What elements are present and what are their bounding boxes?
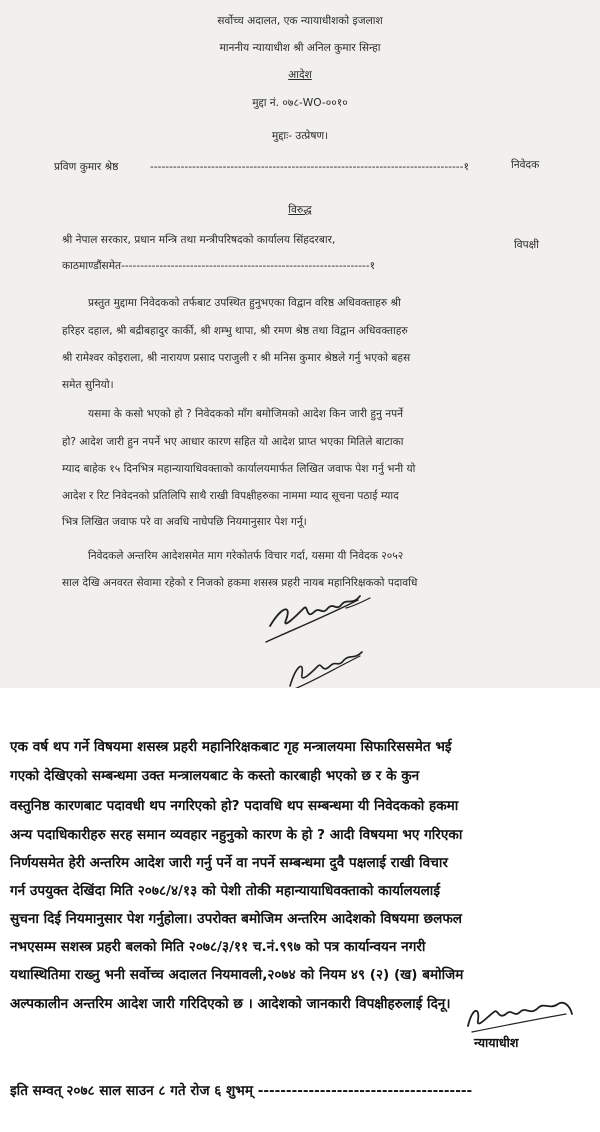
- case-subject: मुद्दाः- उत्प्रेषण।: [271, 130, 329, 142]
- paragraph-line: वस्तुनिष्ठ कारणबाट पदावधी थप नगरिएको हो? पदावधि थप सम्बन्धमा यी निवेदकको हकमा: [10, 798, 459, 814]
- paragraph-line: हो? आदेश जारी हुन नपर्ने भए आधार कारण सहित यो आदेश प्राप्त भएका मितिले बाटाका: [62, 436, 404, 448]
- paragraph-line: हरिहर दहाल, श्री बद्रीबहादुर कार्की, श्री शम्भु थापा, श्री रमण श्रेष्ठ तथा विद्वान अधिवक्ताहरु: [62, 325, 408, 337]
- signer-title: न्यायाधीश: [474, 1035, 519, 1050]
- signature-icon: [282, 646, 372, 694]
- closing-line: इति सम्वत् २०७८ साल साउन ८ गते रोज ६ शुभम् --------------------------------------: [10, 1083, 473, 1099]
- case-number: मुद्दा नं. ०७८-WO-००१०: [252, 97, 348, 109]
- paragraph-line: एक वर्ष थप गर्ने विषयमा शसस्त्र प्रहरी महानिरिक्षकबाट गृह मन्त्रालयमा सिफारिससमेत भई: [10, 739, 452, 755]
- paragraph-line: सुचना दिई नियमानुसार पेश गर्नुहोला। उपरोक्त बमोजिम अन्तरिम आदेशको विषयमा छलफल: [10, 911, 463, 927]
- judge-name: माननीय न्यायाधीश श्री अनिल कुमार सिन्हा: [219, 42, 381, 54]
- respondent-role: विपक्षी: [514, 239, 539, 251]
- respondent-line-1: श्री नेपाल सरकार, प्रधान मन्त्रि तथा मन्त्रीपरिषदको कार्यालय सिंहदरबार,: [62, 234, 336, 246]
- paragraph-line: समेत सुनियो।: [62, 379, 114, 391]
- paragraph-line: अल्पकालीन अन्तरिम आदेश जारी गरिदिएको छ । आदेशको जानकारी विपक्षीहरुलाई दिनू।: [10, 996, 451, 1012]
- paragraph-line: यथास्थितिमा राख्नु भनी सर्वोच्च अदालत नियमावली,२०७४ को नियम ४९ (२) (ख) बमोजिम: [10, 967, 464, 983]
- paragraph-line: नभएसम्म सशस्त्र प्रहरी बलको मिति २०७८/३/११ च.नं.९९७ को पत्र कार्यान्वयन नगरी: [10, 939, 426, 955]
- respondent-line-2: काठमाण्डौंसमेत-----------------------------------------------------------------१: [62, 260, 376, 272]
- signature-icon: [262, 586, 382, 646]
- paragraph-line: साल देखि अनवरत सेवामा रहेको र निजको हकमा शसस्त्र प्रहरी नायब महानिरिक्षकको पदावधि: [62, 577, 418, 589]
- paragraph-line: प्रस्तुत मुद्दामा निवेदकको तर्फबाट उपस्थित हुनुभएका विद्वान वरिष्ठ अधिवक्ताहरु श्री: [88, 297, 401, 309]
- order-heading: आदेश: [288, 69, 312, 81]
- paragraph-line: निवेदकले अन्तरिम आदेशसमेत माग गरेकोतर्फ विचार गर्दा, यसमा यी निवेदक २०५२: [88, 550, 404, 562]
- paragraph-line: अन्य पदाधिकारीहरु सरह समान व्यवहार नहुनुको कारण के हो ? आदी विषयमा भए गरिएका: [10, 827, 463, 843]
- versus-heading: विरुद्ध: [288, 204, 312, 216]
- paragraph-line: आदेश र रिट निवेदनको प्रतिलिपि साथै राखी विपक्षीहरुका नाममा म्याद सूचना पठाई म्याद: [62, 490, 399, 502]
- signature-icon: [462, 996, 578, 1038]
- paragraph-line: यसमा के कसो भएको हो ? निवेदकको माँग बमोजिमको आदेश किन जारी हुनु नपर्ने: [88, 408, 404, 420]
- paragraph-line: निर्णयसमेत हेरी अन्तरिम आदेश जारी गर्नु पर्ने वा नपर्ने सम्बन्धमा दुवै पक्षलाई राखी विचार: [10, 855, 448, 871]
- petitioner-name: प्रविण कुमार श्रेष्ठ: [54, 161, 119, 173]
- petitioner-dashes: ----------------------------------------------------------------------------------१: [150, 161, 469, 173]
- paragraph-line: श्री रामेश्वर कोइराला, श्री नारायण प्रसाद पराजुली र श्री मनिस कुमार श्रेष्ठले गर्नु भएको बहस: [62, 352, 411, 364]
- paragraph-line: भित्र लिखित जवाफ परे वा अवधि नाघेपछि नियमानुसार पेश गर्नू।: [62, 516, 307, 528]
- petitioner-role: निवेदक: [511, 159, 540, 171]
- court-bench-title: सर्वोच्च अदालत, एक न्यायाधीशको इजलाश: [217, 15, 383, 27]
- paragraph-line: म्याद बाहेक १५ दिनभित्र महान्यायाधिवक्ताको कार्यालयमार्फत लिखित जवाफ पेश गर्नु भनी यो: [62, 463, 416, 475]
- document-page-2: [0, 688, 600, 1132]
- paragraph-line: गएको देखिएको सम्बन्धमा उक्त मन्त्रालयबाट के कस्तो कारबाही भएको छ र के कुन: [10, 768, 420, 784]
- paragraph-line: गर्न उपयुक्त देखिंदा मिति २०७८/४/१३ को पेशी तोकी महान्यायाधिवक्ताको कार्यालयलाई: [10, 883, 441, 899]
